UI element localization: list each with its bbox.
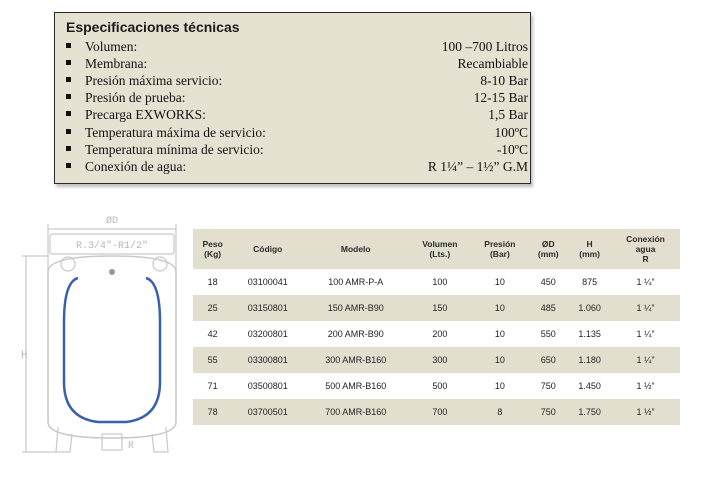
cell-presion: 8: [497, 407, 503, 417]
spec-row-temp-minima: [66, 141, 528, 158]
cell-diametro: 550: [540, 329, 556, 339]
bullet-icon: [66, 146, 71, 151]
cell-altura: 1.750: [578, 407, 601, 417]
cell-codigo: 03200801: [247, 329, 288, 339]
cell-conexion: 1 ½”: [636, 407, 655, 417]
product-table-container: [193, 229, 680, 425]
header-codigo: Código: [253, 244, 283, 254]
header-modelo: Modelo: [340, 244, 371, 254]
spec-value: 100 –700 Litros: [441, 39, 528, 55]
specifications-title: Especificaciones técnicas: [66, 19, 240, 35]
cell-altura: 1.450: [578, 381, 601, 391]
cell-volumen: 700: [432, 407, 448, 417]
spec-value: 8-10 Bar: [480, 73, 528, 89]
table-row: [193, 295, 680, 321]
bullet-icon: [66, 111, 71, 116]
spec-value: 1,5 Bar: [488, 107, 528, 123]
bullet-icon: [66, 43, 71, 48]
spec-value: 12-15 Bar: [473, 90, 528, 106]
spec-label: Temperatura máxima de servicio:: [85, 124, 266, 140]
table-header-row: [193, 229, 680, 269]
cell-peso: 55: [207, 355, 218, 365]
cell-diametro: 485: [540, 303, 556, 313]
membrane-outline: [64, 278, 160, 422]
table-row: [193, 321, 680, 347]
cell-volumen: 200: [432, 329, 448, 339]
spec-label: Conexión de agua:: [85, 158, 187, 174]
header-diametro: ØD (mm): [537, 239, 559, 259]
cell-conexion: 1 ¼”: [636, 329, 655, 339]
cell-volumen: 100: [432, 277, 448, 287]
tank-body: [48, 256, 176, 438]
cell-altura: 1.135: [578, 329, 601, 339]
cell-modelo: 200 AMR-B90: [327, 329, 384, 339]
diameter-label: ØD: [105, 216, 119, 227]
header-peso: Peso (Kg): [202, 239, 223, 259]
cell-volumen: 500: [432, 381, 448, 391]
cell-conexion: 1 ½”: [636, 381, 655, 391]
specifications-panel: [54, 12, 531, 184]
spec-label: Presión máxima servicio:: [85, 73, 223, 89]
header-altura: H (mm): [579, 239, 601, 259]
cell-peso: 25: [207, 303, 218, 313]
spec-value: R 1¼” – 1½” G.M: [427, 158, 528, 174]
cell-codigo: 03150801: [247, 303, 288, 313]
valve-icon: [109, 269, 115, 275]
cell-presion: 10: [494, 277, 505, 287]
cell-volumen: 150: [432, 303, 448, 313]
table-row: [193, 347, 680, 373]
cell-volumen: 300: [432, 355, 448, 365]
table-row: [193, 399, 680, 425]
spec-value: 100ºC: [494, 124, 528, 140]
cell-diametro: 450: [540, 277, 556, 287]
tank-drawing: [18, 212, 188, 464]
cell-diametro: 750: [540, 407, 556, 417]
cell-altura: 1.060: [578, 303, 601, 313]
spec-label: Membrana:: [85, 56, 148, 72]
bullet-icon: [66, 60, 71, 65]
cell-peso: 78: [207, 407, 218, 417]
specifications-list: [66, 38, 528, 175]
product-table: [193, 229, 680, 425]
spec-row-conexion: [66, 158, 528, 175]
bullet-icon: [66, 163, 71, 168]
cell-diametro: 750: [540, 381, 556, 391]
bullet-icon: [66, 129, 71, 134]
spec-row-membrana: [66, 55, 528, 72]
spec-row-volumen: [66, 38, 528, 55]
cell-codigo: 03100041: [247, 277, 288, 287]
cell-codigo: 03500801: [247, 381, 288, 391]
spec-value: Recambiable: [457, 56, 528, 72]
table-row: [193, 373, 680, 399]
spec-label: Presión de prueba:: [85, 90, 186, 106]
spec-row-presion-prueba: [66, 89, 528, 106]
cell-conexion: 1 ¼”: [636, 277, 655, 287]
cell-presion: 10: [494, 329, 505, 339]
cell-presion: 10: [494, 303, 505, 313]
cell-conexion: 1 ¼”: [636, 303, 655, 313]
header-conexion: Conexión agua R: [626, 234, 665, 264]
spec-row-presion-maxima: [66, 72, 528, 89]
header-volumen: Volumen (Lts.): [422, 239, 458, 259]
bottom-connection-label: R: [128, 441, 135, 452]
height-label: H: [21, 350, 28, 362]
cell-peso: 71: [207, 381, 218, 391]
cell-codigo: 03700501: [247, 407, 288, 417]
spec-row-temp-maxima: [66, 123, 528, 140]
header-presion: Presión (Bar): [484, 239, 516, 259]
cell-modelo: 300 AMR-B160: [325, 355, 387, 365]
cell-modelo: 150 AMR-B90: [327, 303, 384, 313]
spec-label: Precarga EXWORKS:: [85, 107, 206, 123]
bullet-icon: [66, 77, 71, 82]
bullet-icon: [66, 94, 71, 99]
cell-presion: 10: [494, 381, 505, 391]
cell-modelo: 100 AMR-P-A: [328, 277, 384, 287]
cell-conexion: 1 ¼”: [636, 355, 655, 365]
spec-label: Volumen:: [85, 39, 138, 55]
cell-codigo: 03300801: [247, 355, 288, 365]
cell-peso: 42: [207, 329, 218, 339]
cell-presion: 10: [494, 355, 505, 365]
top-connection-label: R.3/4"-R1/2": [75, 241, 149, 252]
cell-modelo: 500 AMR-B160: [325, 381, 387, 391]
cell-altura: 875: [582, 277, 598, 287]
cell-diametro: 650: [540, 355, 556, 365]
spec-value: -10ºC: [496, 141, 528, 157]
cell-modelo: 700 AMR-B160: [325, 407, 387, 417]
spec-label: Temperatura mínima de servicio:: [85, 141, 264, 157]
table-row: [193, 269, 680, 295]
cell-altura: 1.180: [578, 355, 601, 365]
spec-row-precarga: [66, 106, 528, 123]
cell-peso: 18: [207, 277, 218, 287]
